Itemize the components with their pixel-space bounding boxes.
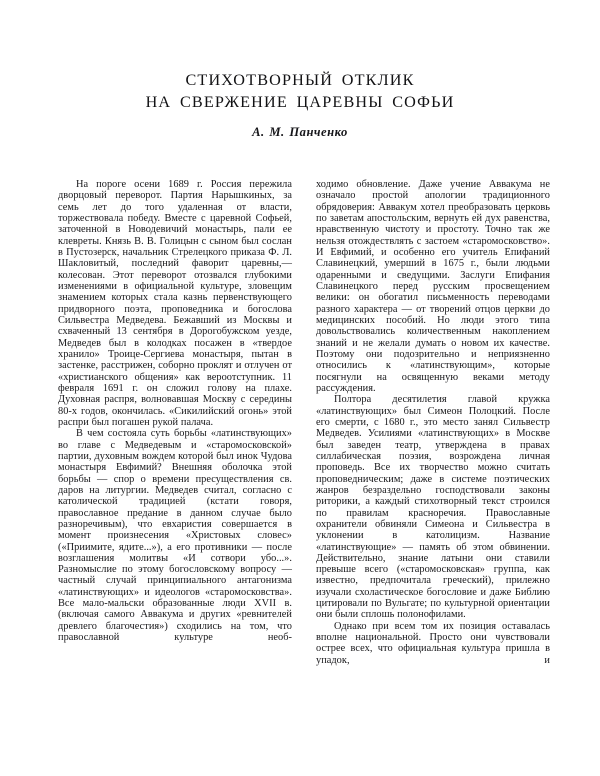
title-line-2: НА СВЕРЖЕНИЕ ЦАРЕВНЫ СОФЬИ	[145, 92, 455, 111]
right-column	[316, 179, 550, 677]
left-column	[58, 179, 292, 655]
author-byline	[0, 123, 600, 141]
author-name: А. М. Панченко	[252, 125, 348, 139]
paragraph: На пороге осени 1689 г. Россия пережила дворцовый переворот. Партия Нарышкиных, за семь лет до того удаленная от власти, торжествовала победу. Вместе с царевной Софьей, заточенной в Новодевичий монастырь, пали ее клевреты. Князь В. В. Голицын с сыном был сослан в Пустозерск, начальник Стрелецкого приказа Ф. Л. Шакловитый, последний фаворит царевны,— колесован. Этот переворот отозвался глубокими изменениями в официальной культуре, зловещим знамением которых стала казнь первенствующего придворного поэта, проповедника и богослова Сильвестра Медведева. Бежавший из Москвы и схваченный 13 сентября в Дорогобужском уезде, Медведев был в колодках посажен в «твердое хранило» Троице-Сергиева монастыря, пытан в застенке, расстрижен, соборно проклят и отлучен от «христианского общения» как вероотступник. 11 февраля 1691 г. он сложил голову на плахе. Духовная распря, волновавшая Москву с середины 80-х годов, окончилась. «Сикилийский огонь» этой распри был погашен рукой палача.	[58, 179, 292, 428]
title-line-1: СТИХОТВОРНЫЙ ОТКЛИК	[185, 71, 415, 89]
paragraph: В чем состояла суть борьбы «латинствующих» во главе с Медведевым и «старомосковской» партии, духовным вождем которой был инок Чудова монастыря Евфимий? Внешняя оболочка этой борьбы — спор о времени пресуществления св. даров на литургии. Медведев считал, согласно с католической традицией (кстати говоря, православное предание в данном случае было разноречивым), что евхаристия совершается в момент произнесения «Христовых словес» («Приимите, ядите...»), а его противники — после возглашения молитвы «И сотвори убо...». Разномыслие по этому богословскому вопросу — частный случай принципиального антагонизма «латинствующих» и идеологов «старомосковства». Все мало-мальски образованные люди XVII в. (включая самого Аввакума и других «ревнителей древлего благочестия») сходились на том, что православной культуре необ-	[58, 428, 292, 644]
page-title	[0, 70, 600, 113]
paragraph-continued: ходимо обновление. Даже учение Аввакума не означало простой апологии традиционного обрядоверия: Аввакум хотел преобразовать церковь по заветам апостольским, вернуть ей дух равенства, нравственную чистоту и простоту. Точно так же нельзя отождествлять с застоем «старомосковство». И Евфимий, и особенно его учитель Епифаний Славинецкий, умерший в 1675 г., были людьми одаренными и сведущими. Заслуги Епифания Славинецкого перед русским просвещением велики: он обогатил письменность переводами разного характера — от творений отцов церкви до медицинских пособий. Но люди этого типа довольствовались количественным накоплением знаний и не желали думать о новом их качестве. Поэтому они подозрительно и неприязненно относились к «латинствующим», которые посягнули на освященную веками методу рассуждения.	[316, 179, 550, 394]
paragraph: Однако при всем том их позиция оставалась вполне национальной. Просто они чувствовали острее всех, что официальная культура пришла в упадок, и	[316, 620, 550, 666]
paragraph: Полтора десятилетия главой кружка «латинствующих» был Симеон Полоцкий. После его смерти, с 1680 г., это место занял Сильвестр Медведев. Усилиями «латинствующих» в Москве был заведен театр, утверждена в правах силлабическая поэзия, возрождена личная проповедь. Все их творчество можно считать проповедническим; даже в системе поэтических жанров безраздельно господствовали законы риторики, а каждый стихотворный текст строился по правилам красноречия. Православные охранители обвиняли Симеона и Сильвестра в уклонении в католицизм. Название «латинствующие» — память об этом обвинении. Действительно, знание латыни они ставили превыше всего («старомосковская» группа, как известно, предпочитала греческий), прилежно изучали схоластическое богословие и даже Библию цитировали по Вульгате; по культурной ориентации они были сплошь полонофилами.	[316, 394, 550, 621]
body-columns	[58, 179, 550, 757]
